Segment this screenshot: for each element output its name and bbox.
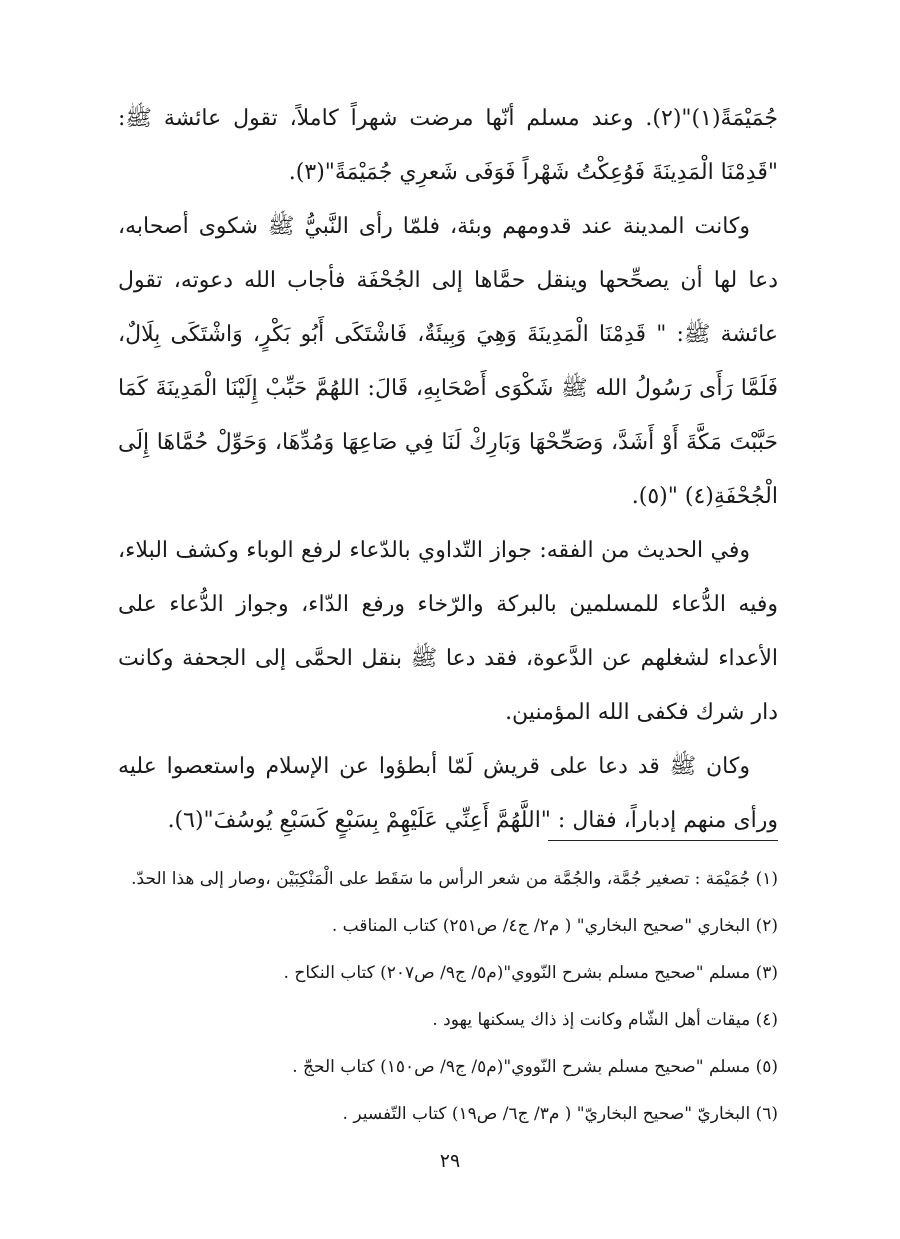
paragraph-2: وكانت المدينة عند قدومهم وبئة، فلمّا رأى النَّبيُّ ﷺ شكوى أصحابه، دعا لها أن يصحِّحها وينقل حمَّاها إلى الجُحْفَة فأجاب الله دعوته، تقول عائشة ﷺ: " قَدِمْنَا الْمَدِينَةَ وَهِيَ وَبِيئَةٌ، فَاشْتَكَى أَبُو بَكْرٍ، وَاشْتَكَى بِلَالٌ، فَلَمَّا رَأَى رَسُولُ الله ﷺ شَكْوَى أَصْحَابِهِ، قَالَ: اللهُمَّ حَبِّبْ إِلَيْنَا الْمَدِينَةَ كَمَا حَبَّبْتَ مَكَّةَ أَوْ أَشَدَّ، وَصَحِّحْهَا وَبَارِكْ لَنَا فِي صَاعِهَا وَمُدِّهَا، وَحَوِّلْ حُمَّاهَا إِلَى الْجُحْفَةِ(٤) "(٥). (118, 214, 778, 509)
paragraph-4: وكان ﷺ قد دعا على قريش لَمّا أبطؤوا عن الإسلام واستعصوا عليه ورأى منهم إدباراً، فقال : "اللَّهُمَّ أَعِنِّي عَلَيْهِمْ بِسَبْعٍ كَسَبْعِ يُوسُفَ"(٦). (118, 754, 778, 833)
footnote-5: (٥) مسلم "صحيح مسلم بشرح النّووي"(م٥/ ج٩/ ص١٥٠) كتاب الحجّ . (292, 1057, 778, 1077)
main-text (118, 92, 778, 848)
footnote-2: (٢) البخاري "صحيح البخاري" ( م٢/ ج٤/ ص٢٥١) كتاب المناقب . (331, 916, 778, 936)
page-number: ٢٩ (439, 1150, 461, 1172)
footnotes-list (118, 856, 778, 1138)
footnote-separator (548, 840, 778, 841)
paragraph-3: وفي الحديث من الفقه: جواز التّداوي بالدّعاء لرفع الوباء وكشف البلاء، وفيه الدُّعاء للمسلمين بالبركة والرّخاء ورفع الدّاء، وجواز الدُّعاء على الأعداء لشغلهم عن الدَّعوة، فقد دعا ﷺ بنقل الحمَّى إلى الجحفة وكانت دار شرك فكفى الله المؤمنين. (118, 538, 778, 725)
footnote-3: (٣) مسلم "صحيح مسلم بشرح النّووي"(م٥/ ج٩/ ص٢٠٧) كتاب النكاح . (283, 963, 778, 983)
footnote-6: (٦) البخاريّ "صحيح البخاريّ" ( م٣/ ج٦/ ص١٩) كتاب التّفسير . (342, 1104, 778, 1124)
footnote-4: (٤) ميقات أهل الشّام وكانت إذ ذاك يسكنها يهود . (432, 1010, 778, 1030)
paragraph-1: جُمَيْمَةً(١)"(٢). وعند مسلم أنّها مرضت شهراً كاملاً، تقول عائشة ﷺ: "قَدِمْنَا الْمَدِينَةَ فَوُعِكْتُ شَهْراً فَوَفَى شَعرِي جُمَيْمَةً"(٣). (118, 106, 778, 185)
footnote-1: (١) جُمَيْمَة : تصغير جُمَّة، والجُمَّة من شعر الرأس ما سَقَط على الْمَنْكِبَيْن ،وصار إلى هذا الحدّ. (131, 869, 778, 889)
